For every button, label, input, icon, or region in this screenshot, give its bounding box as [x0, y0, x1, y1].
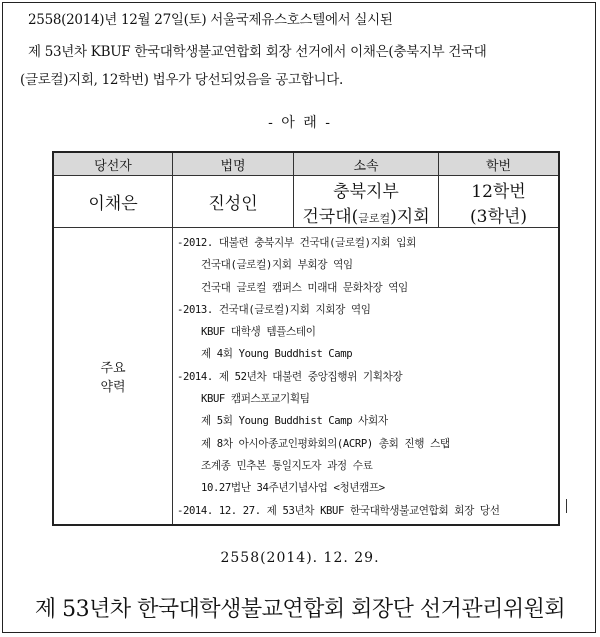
career-item: 10.27법난 34주년기념사업 <청년캠프> [201, 482, 385, 495]
career-item: -2014. 제 52년차 대불련 중앙집행위 기획차장 [177, 370, 403, 383]
header-dharma-name: 법명 [173, 152, 294, 176]
career-item: 건국대 글로컬 캠퍼스 미래대 문화차장 역임 [201, 281, 408, 294]
header-student-year: 학번 [439, 152, 560, 176]
intro-line-2: 제 53년차 KBUF 한국대학생불교연합회 회장 선거에서 이채은(충북지부 건국대 [28, 44, 487, 60]
intro-line-1: 2558(2014)년 12월 27일(토) 서울국제유스호스텔에서 실시된 [28, 12, 393, 28]
winner-student-year [439, 176, 560, 228]
winner-affiliation [294, 176, 439, 228]
header-winner: 당선자 [53, 152, 173, 176]
winner-table [52, 151, 560, 526]
winner-name: 이채은 [53, 176, 173, 228]
career-item: KBUF 대학생 템플스테이 [201, 326, 316, 339]
career-label: 주요 약력 [53, 228, 173, 525]
career-item: 건국대(글로컬)지회 부회장 역임 [201, 259, 353, 272]
career-item: 제 5회 Young Buddhist Camp 사회자 [201, 415, 388, 428]
career-list [173, 228, 560, 525]
year-line-2: (3학년) [470, 206, 527, 227]
career-item: -2014. 12. 27. 제 53년차 KBUF 한국대학생불교연합회 회장 당선 [177, 504, 500, 517]
career-item: -2012. 대불련 충북지부 건국대(글로컬)지회 입회 [177, 237, 416, 249]
career-item: KBUF 캠퍼스포교기획팀 [201, 393, 310, 406]
career-item: 제 8차 아시아종교인평화회의(ACRP) 총회 진행 스탭 [201, 437, 450, 450]
affiliation-line-2: 건국대(글로컬)지회 [302, 206, 430, 227]
intro-line-3: (글로컬)지회, 12학번) 법우가 당선되었음을 공고합니다. [20, 72, 343, 88]
announcement-date: 2558(2014). 12. 29. [220, 550, 380, 566]
header-affiliation: 소속 [294, 152, 439, 176]
affiliation-line-1: 충북지부 [333, 181, 399, 202]
career-item: 제 4회 Young Buddhist Camp [201, 348, 353, 361]
career-item: 조계종 민추본 통일지도자 과정 수료 [201, 459, 373, 472]
winner-dharma-name: 진성인 [173, 176, 294, 228]
edge-mark [566, 499, 571, 513]
committee-name: 제 53년차 한국대학생불교연합회 회장단 선거관리위원회 [34, 597, 566, 622]
career-item: -2013. 건국대(글로컬)지회 지회장 역임 [177, 303, 371, 316]
year-line-1: 12학번 [471, 181, 526, 202]
section-heading: - 아 래 - [268, 115, 332, 131]
